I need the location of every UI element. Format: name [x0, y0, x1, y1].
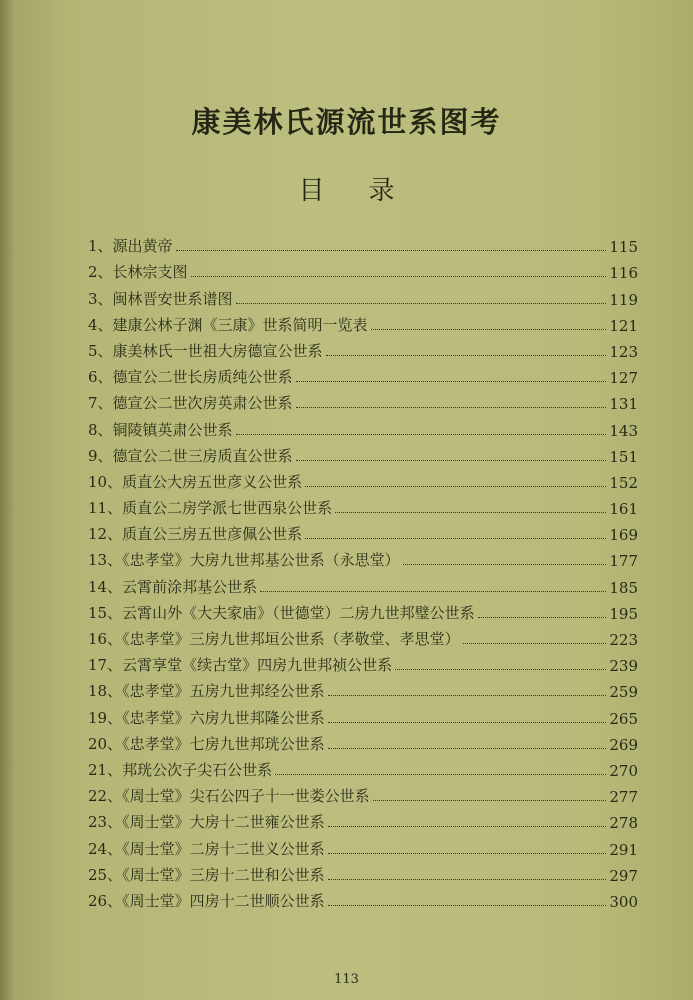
toc-entry-title: 9、德宣公二世三房质直公世系	[88, 446, 293, 465]
toc-entry-page: 119	[609, 290, 638, 309]
toc-entry	[88, 780, 638, 806]
toc-entry	[88, 623, 638, 649]
toc-entry-page: 269	[609, 735, 638, 754]
dot-leader	[328, 748, 607, 749]
toc-entry-title: 5、康美林氏一世祖大房德宣公世系	[88, 341, 323, 360]
toc-heading	[0, 170, 693, 207]
toc-entry-title: 7、德宣公二世次房英肃公世系	[88, 394, 293, 413]
toc-entry	[88, 885, 638, 911]
toc-entry	[88, 518, 638, 544]
toc-entry-title: 15、云霄山外《大夫家庙》（世德堂）二房九世邦璧公世系	[88, 603, 475, 622]
toc-entry-page: 161	[609, 500, 638, 519]
dot-leader	[478, 617, 607, 618]
dot-leader	[328, 826, 607, 827]
toc-entry	[88, 282, 638, 308]
toc-entry-page: 277	[609, 788, 638, 807]
dot-leader	[305, 538, 606, 539]
toc-entry-title: 24、《周士堂》二房十二世义公世系	[88, 839, 325, 858]
toc-entry-page: 270	[609, 761, 638, 780]
dot-leader	[395, 669, 606, 670]
spine-shadow	[0, 0, 14, 1000]
dot-leader	[328, 879, 607, 880]
toc-heading-char: 目	[298, 176, 325, 206]
dot-leader	[176, 250, 607, 251]
dot-leader	[328, 853, 607, 854]
book-title: 康美林氏源流世系图考	[191, 105, 502, 139]
dot-leader	[260, 591, 606, 592]
toc-entry	[88, 440, 638, 466]
toc-entry-title: 16、《忠孝堂》三房九世邦垣公世系（孝敬堂、孝思堂）	[88, 630, 460, 648]
dot-leader	[371, 329, 607, 330]
toc-entry-page: 239	[609, 657, 638, 676]
toc-entry-page: 152	[609, 473, 638, 492]
toc-entry	[88, 859, 638, 885]
toc-entry-title: 13、《忠孝堂》大房九世邦基公世系（永思堂）	[88, 551, 400, 570]
toc-entry	[88, 466, 638, 492]
toc-entry	[88, 728, 638, 754]
toc-entry-page: 131	[609, 395, 638, 414]
dot-leader	[403, 564, 607, 565]
dot-leader	[335, 512, 606, 513]
toc-entry-title: 3、闽林晋安世系谱图	[88, 289, 233, 308]
dot-leader	[373, 800, 607, 801]
toc-entry	[88, 361, 638, 387]
toc-entry-page: 259	[609, 683, 638, 702]
toc-entry-title: 8、铜陵镇英肃公世系	[88, 420, 233, 439]
toc-entry-title: 21、邦珖公次子尖石公世系	[88, 760, 273, 779]
toc-entry	[88, 544, 638, 570]
toc-entry-title: 14、云霄前涂邦基公世系	[88, 577, 258, 596]
toc-entry-page: 115	[609, 238, 638, 257]
toc-entry-page: 177	[609, 552, 638, 571]
toc-entry-page: 127	[609, 369, 638, 388]
toc-entry-page: 169	[609, 526, 638, 545]
toc-entry-title: 26、《周士堂》四房十二世顺公世系	[88, 891, 325, 910]
toc-entry-page: 143	[609, 421, 638, 440]
toc-entry-title: 19、《忠孝堂》六房九世邦隆公世系	[88, 708, 325, 727]
toc-entry	[88, 649, 638, 675]
toc-entry	[88, 806, 638, 832]
toc-entry-title: 4、建康公林子渊《三康》世系简明一览表	[88, 315, 368, 334]
toc-entry-page: 121	[609, 316, 638, 335]
toc-entry-title: 6、德宣公二世长房质纯公世系	[88, 368, 293, 387]
toc-entry	[88, 256, 638, 282]
dot-leader	[236, 303, 607, 304]
table-of-contents	[88, 230, 638, 911]
dot-leader	[463, 643, 607, 644]
toc-entry-title: 25、《周士堂》三房十二世和公世系	[88, 865, 325, 884]
toc-entry	[88, 335, 638, 361]
toc-entry-page: 116	[609, 264, 638, 283]
dot-leader	[296, 460, 607, 461]
toc-entry-page: 195	[609, 604, 638, 623]
toc-entry-page: 291	[609, 840, 638, 859]
page-number: 113	[334, 972, 359, 987]
toc-entry-page: 185	[609, 578, 638, 597]
toc-entry	[88, 597, 638, 623]
toc-entry-title: 12、质直公三房五世彦佩公世系	[88, 525, 303, 544]
dot-leader	[328, 905, 607, 906]
toc-entry-page: 297	[609, 866, 638, 885]
toc-entry-page: 278	[609, 814, 638, 833]
toc-entry	[88, 413, 638, 439]
toc-entry	[88, 701, 638, 727]
toc-entry	[88, 754, 638, 780]
toc-entry-title: 2、长林宗支图	[88, 263, 188, 282]
toc-entry-title: 11、质直公二房学派七世西泉公世系	[88, 499, 333, 518]
toc-entry-page: 265	[609, 709, 638, 728]
toc-entry-title: 23、《周士堂》大房十二世雍公世系	[88, 813, 325, 832]
toc-entry	[88, 675, 638, 701]
dot-leader	[296, 381, 607, 382]
toc-entry-title: 1、源出黄帝	[88, 237, 173, 256]
toc-entry	[88, 570, 638, 596]
toc-entry-page: 123	[609, 342, 638, 361]
dot-leader	[328, 722, 607, 723]
toc-entry-page: 151	[609, 447, 638, 466]
toc-entry-page: 300	[609, 892, 638, 911]
toc-entry	[88, 492, 638, 518]
dot-leader	[328, 695, 607, 696]
toc-heading-char: 录	[368, 176, 395, 206]
dot-leader	[326, 355, 607, 356]
dot-leader	[305, 486, 606, 487]
toc-entry	[88, 309, 638, 335]
dot-leader	[296, 407, 607, 408]
toc-entry-title: 17、云霄享堂《续古堂》四房九世邦祯公世系	[88, 656, 393, 675]
dot-leader	[236, 434, 607, 435]
toc-entry-title: 20、《忠孝堂》七房九世邦珖公世系	[88, 734, 325, 753]
dot-leader	[191, 276, 607, 277]
toc-entry-page: 223	[609, 631, 638, 649]
toc-entry-title: 10、质直公大房五世彦义公世系	[88, 472, 303, 491]
toc-entry	[88, 832, 638, 858]
toc-entry	[88, 387, 638, 413]
toc-entry	[88, 230, 638, 256]
toc-entry-title: 22、《周士堂》尖石公四子十一世娄公世系	[88, 787, 370, 806]
toc-entry-title: 18、《忠孝堂》五房九世邦经公世系	[88, 682, 325, 701]
dot-leader	[275, 774, 606, 775]
